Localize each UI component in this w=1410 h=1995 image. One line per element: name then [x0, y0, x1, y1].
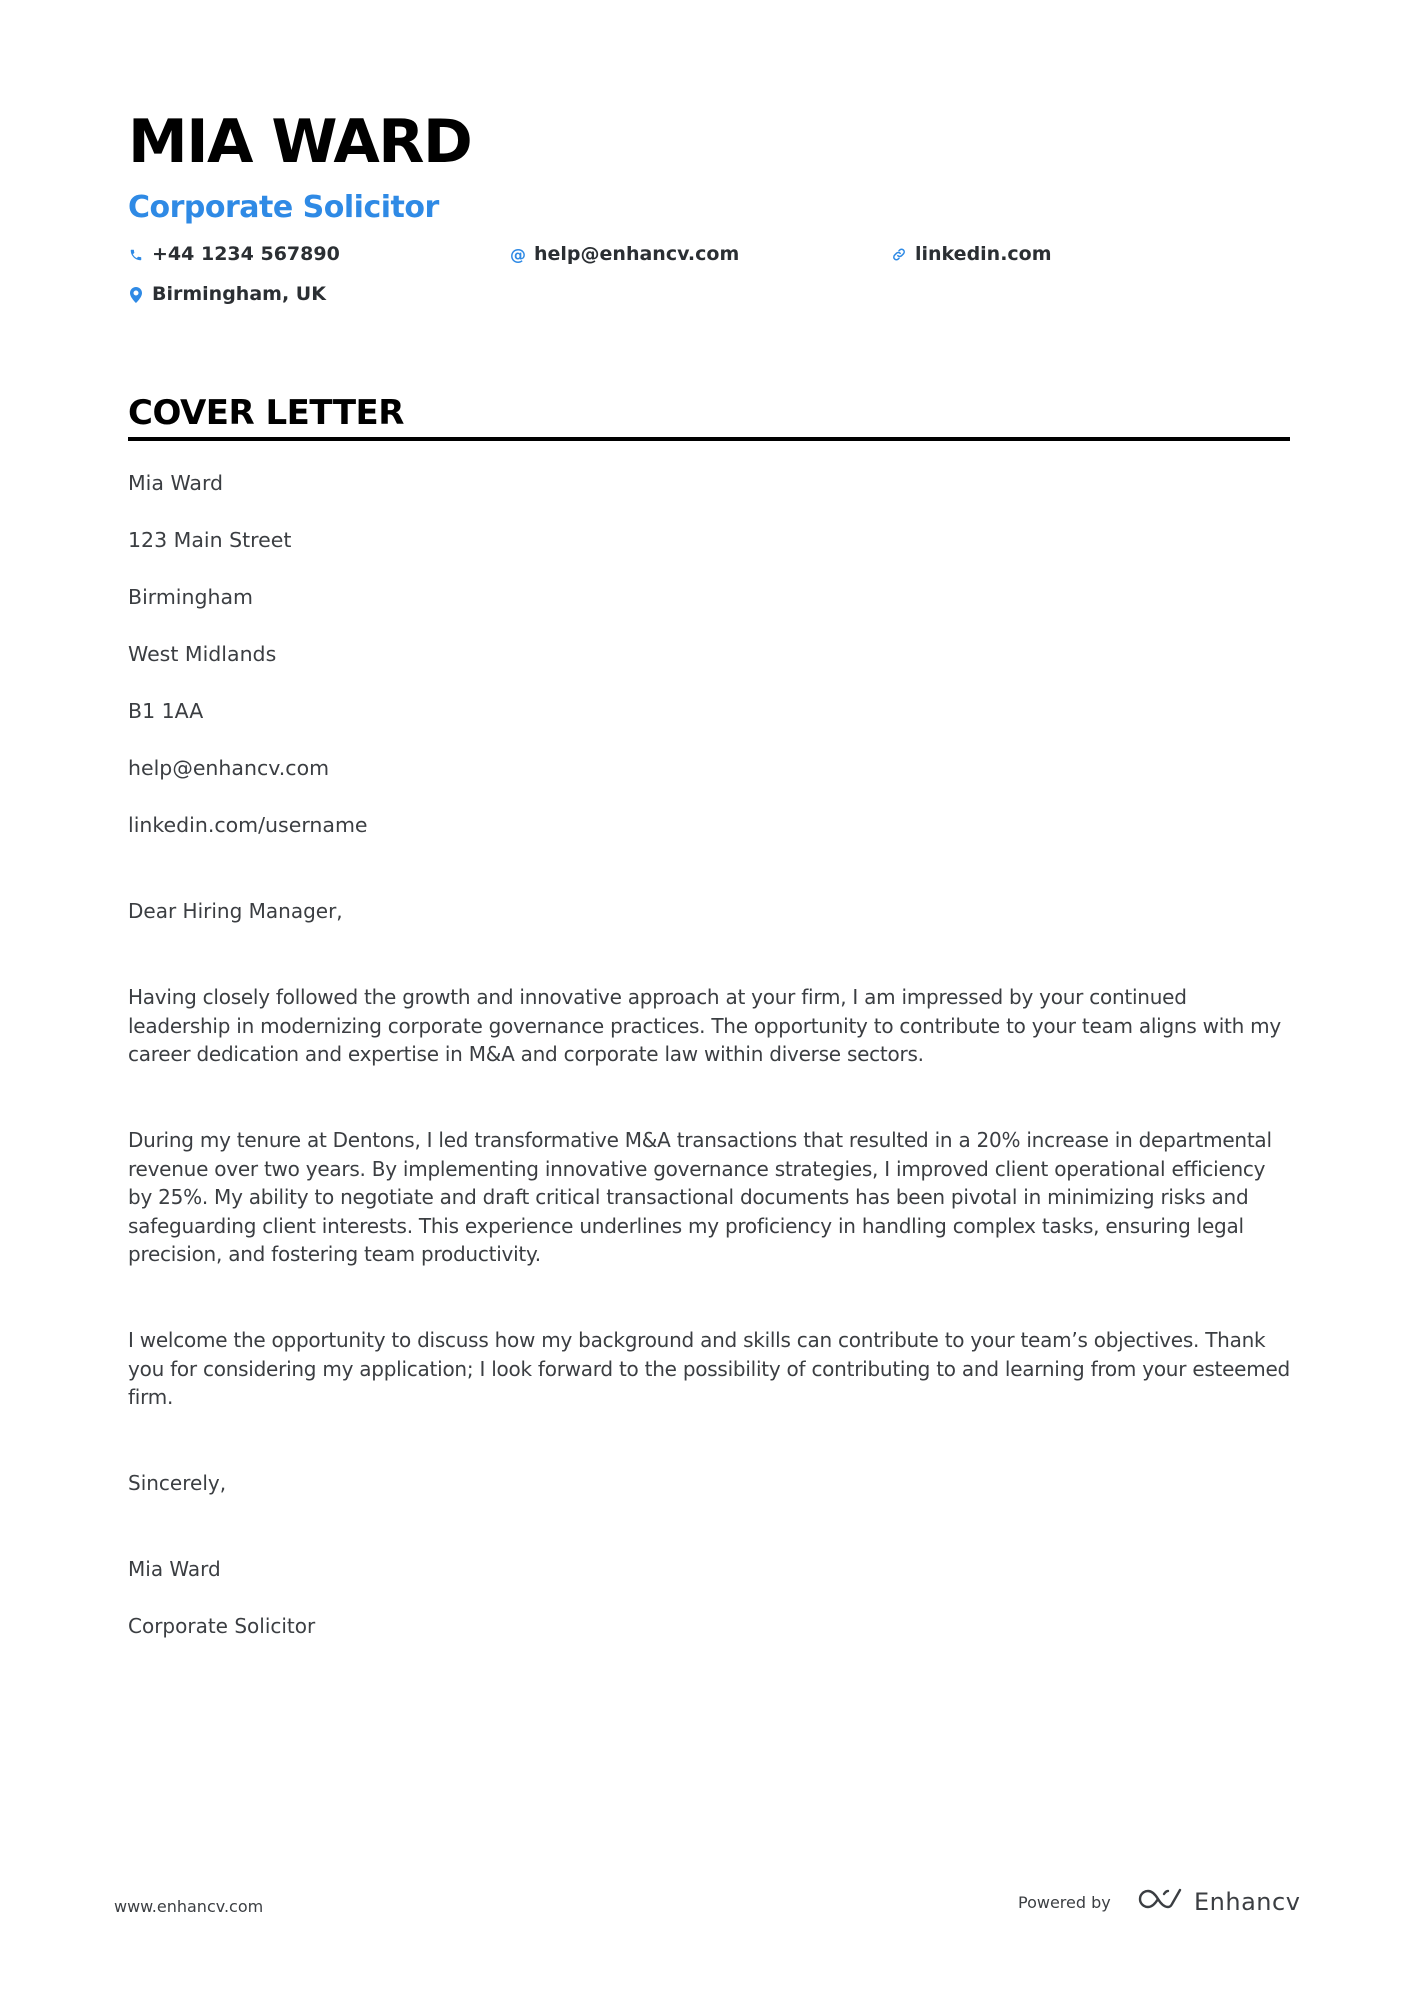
linkedin-text: linkedin.com — [915, 243, 1052, 265]
sender-linkedin: linkedin.com/username — [128, 813, 368, 837]
sender-email: help@enhancv.com — [128, 756, 330, 780]
enhancv-logo[interactable] — [1138, 1886, 1300, 1917]
signature-title: Corporate Solicitor — [128, 1614, 316, 1638]
candidate-name: MIA WARD — [128, 107, 472, 177]
sender-street: 123 Main Street — [128, 528, 292, 552]
section-divider — [128, 437, 1290, 441]
contact-linkedin[interactable] — [892, 245, 1052, 264]
at-icon: @ — [510, 244, 526, 264]
sender-region: West Midlands — [128, 642, 277, 666]
sender-name: Mia Ward — [128, 471, 224, 495]
brand-name: Enhancv — [1194, 1887, 1301, 1916]
contact-phone[interactable] — [129, 245, 340, 264]
enhancv-logo-icon — [1138, 1886, 1184, 1917]
contact-email[interactable] — [511, 245, 739, 264]
contact-location — [129, 285, 326, 304]
footer-url[interactable]: www.enhancv.com — [114, 1897, 264, 1916]
salutation: Dear Hiring Manager, — [128, 899, 343, 923]
powered-by-label: Powered by — [1018, 1893, 1111, 1912]
sender-city: Birmingham — [128, 585, 254, 609]
location-pin-icon — [129, 287, 143, 303]
section-title: COVER LETTER — [128, 393, 404, 433]
closing: Sincerely, — [128, 1471, 227, 1495]
email-text: help@enhancv.com — [534, 243, 740, 265]
link-icon — [892, 247, 906, 263]
letter-paragraph: During my tenure at Dentons, I led transformative M&A transactions that resulted in a 20% increase in departmental revenue over two years. By implementing innovative governance strategies, I improved client operational efficiency by 25%. My ability to negotiate and draft critical transactional documents has been pivotal in minimizing risks and safeguarding client interests. This experience underlines my proficiency in handling complex tasks, ensuring legal precision, and fostering team productivity. — [128, 1128, 1272, 1267]
letter-paragraph: I welcome the opportunity to discuss how my background and skills can contribute to your team’s objectives. Thank you for considering my application; I look forward to the possibility of contributing to and learning from your esteemed firm. — [128, 1328, 1290, 1410]
sender-postcode: B1 1AA — [128, 699, 204, 723]
letter-paragraph: Having closely followed the growth and innovative approach at your firm, I am impressed by your continued leadership in modernizing corporate governance practices. The opportunity to contribute to your team aligns with my career dedication and expertise in M&A and corporate law within diverse sectors. — [128, 985, 1281, 1067]
job-title: Corporate Solicitor — [128, 190, 439, 225]
location-text: Birmingham, UK — [152, 283, 326, 305]
phone-icon — [129, 247, 143, 263]
phone-text: +44 1234 567890 — [152, 243, 340, 265]
signature-name: Mia Ward — [128, 1557, 221, 1581]
